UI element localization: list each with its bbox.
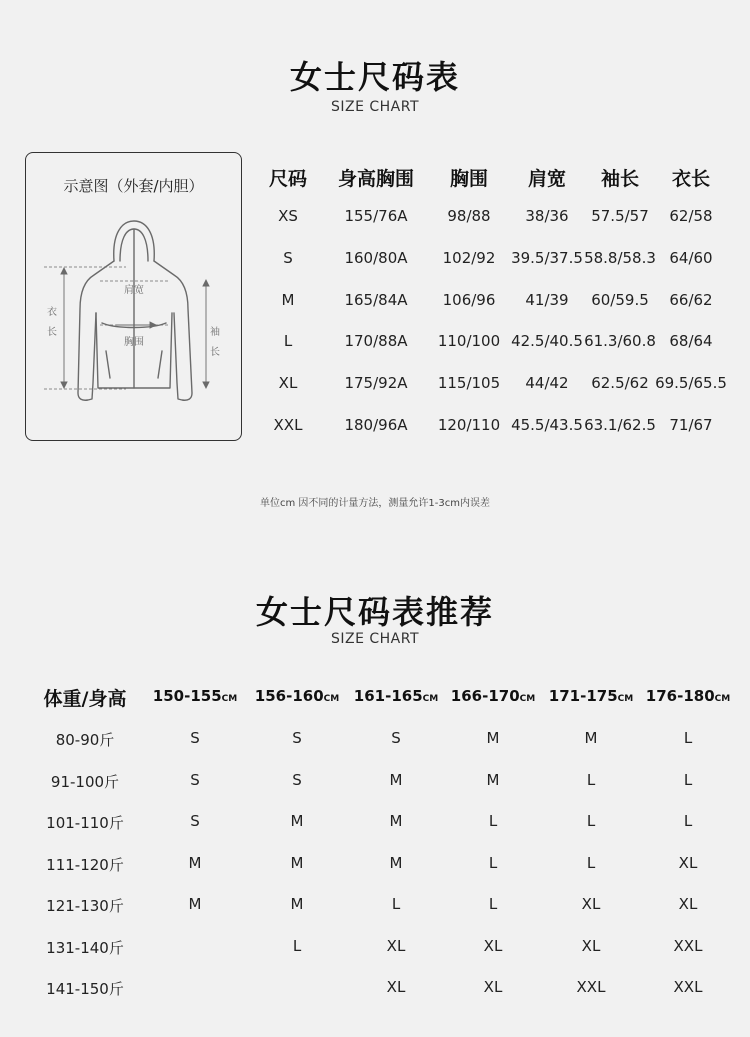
table-cell: 170/88A (344, 332, 408, 351)
size-cell: XXL (673, 936, 703, 955)
height-unit: CM (221, 694, 238, 704)
size-cell: S (190, 812, 200, 830)
table-cell: 58.8/58.3 (584, 248, 656, 267)
height-range: 161-165 (353, 687, 423, 705)
height-range: 156-160 (254, 687, 324, 705)
length-label: 衣长 (47, 307, 57, 338)
size-chart-title: 女士尺码表 (289, 58, 460, 96)
size-cell: XL (581, 895, 601, 913)
size-cell: L (391, 895, 401, 913)
size-cell: XL (483, 978, 503, 996)
table-cell: 41/39 (525, 290, 569, 309)
table-cell: 66/62 (669, 290, 713, 309)
height-unit: CM (422, 694, 439, 704)
weight-label: 80-90斤 (55, 731, 115, 749)
height-header (145, 687, 245, 705)
table-cell: 120/110 (437, 416, 501, 434)
table-cell: L (283, 332, 293, 351)
size-cell: M (389, 853, 403, 872)
table-cell: 115/105 (437, 374, 501, 393)
table-cell: 106/96 (442, 290, 496, 309)
weight-label: 111-120斤 (46, 855, 124, 874)
table-header: 衣长 (671, 168, 710, 190)
table-header: 身高胸围 (337, 168, 414, 190)
size-chart-subtitle: SIZE CHART (330, 99, 420, 115)
size-measurement-table (0, 0, 750, 460)
size-cell: L (292, 936, 302, 955)
height-header (443, 687, 543, 705)
size-cell: XL (386, 936, 406, 955)
table-cell: XXL (273, 416, 303, 434)
height-unit: CM (617, 694, 634, 704)
table-header: 肩宽 (527, 168, 566, 190)
size-cell: M (486, 729, 500, 747)
size-cell: M (389, 812, 403, 830)
sleeve-label: 袖长 (210, 327, 220, 358)
size-cell: L (683, 729, 693, 747)
table-cell: 68/64 (669, 332, 713, 351)
size-cell: XL (581, 936, 601, 955)
size-cell: XL (678, 895, 698, 913)
table-cell: 60/59.5 (591, 290, 649, 309)
table-cell: 64/60 (669, 248, 713, 267)
weight-label: 91-100斤 (50, 772, 120, 791)
size-cell: S (190, 729, 200, 747)
table-header: 胸围 (449, 168, 488, 190)
size-cell: M (188, 895, 202, 913)
size-cell: S (292, 770, 302, 789)
table-cell: S (283, 248, 293, 267)
height-unit: CM (714, 694, 731, 704)
weight-label: 141-150斤 (46, 980, 124, 998)
weight-label: 131-140斤 (46, 938, 124, 957)
table-cell: 175/92A (344, 374, 408, 393)
recommend-chart-title: 女士尺码表推荐 (255, 593, 494, 631)
size-cell: L (683, 770, 693, 789)
size-cell: M (584, 729, 598, 747)
table-cell: 69.5/65.5 (655, 374, 727, 393)
size-cell: L (488, 812, 498, 830)
size-cell: XL (386, 978, 406, 996)
diagram-label: 示意图（外套/内胆） (63, 177, 204, 195)
height-range: 150-155 (152, 687, 222, 705)
table-cell: 160/80A (344, 248, 408, 267)
table-cell: 45.5/43.5 (511, 416, 583, 434)
height-range: 176-180 (645, 687, 715, 705)
table-cell: 110/100 (437, 332, 501, 351)
size-cell: XXL (673, 978, 703, 996)
table-cell: 62/58 (669, 207, 713, 225)
table-cell: 57.5/57 (591, 207, 649, 225)
measurement-note: 单位cm 因不同的计量方法，测量允许1-3cm内误差 (260, 498, 490, 509)
height-header (638, 687, 738, 705)
size-cell: XL (678, 853, 698, 872)
table-cell: 155/76A (344, 207, 408, 225)
table-cell: 61.3/60.8 (584, 332, 656, 351)
table-cell: 98/88 (447, 207, 491, 225)
height-header (541, 687, 641, 705)
size-cell: M (188, 853, 202, 872)
height-header (247, 687, 347, 705)
size-cell: S (190, 770, 200, 789)
table-cell: 71/67 (669, 416, 713, 434)
size-cell: L (488, 853, 498, 872)
table-cell: 62.5/62 (591, 374, 649, 393)
table-cell: 39.5/37.5 (511, 248, 583, 267)
height-unit: CM (519, 694, 536, 704)
shoulder-width-label: 肩宽 (124, 285, 144, 296)
size-cell: L (586, 812, 596, 830)
size-cell: S (391, 729, 401, 747)
size-cell: M (389, 770, 403, 789)
weight-label: 121-130斤 (46, 897, 124, 915)
size-cell: L (586, 770, 596, 789)
table-cell: 63.1/62.5 (584, 416, 656, 434)
weight-label: 101-110斤 (46, 814, 124, 832)
table-cell: 42.5/40.5 (511, 332, 583, 351)
size-cell: L (683, 812, 693, 830)
height-range: 171-175 (548, 687, 618, 705)
table-cell: 165/84A (344, 290, 408, 309)
recommend-chart-subtitle: SIZE CHART (330, 631, 420, 647)
chest-label: 胸围 (124, 337, 144, 348)
size-cell: XXL (576, 978, 606, 996)
size-cell: L (586, 853, 596, 872)
size-cell: L (488, 895, 498, 913)
height-header (346, 687, 446, 705)
height-unit: CM (323, 694, 340, 704)
size-cell: XL (483, 936, 503, 955)
table-cell: XS (278, 207, 298, 225)
table-cell: 102/92 (442, 248, 496, 267)
table-cell: M (281, 290, 295, 309)
size-cell: M (290, 812, 304, 830)
size-cell: M (486, 770, 500, 789)
table-header: 袖长 (600, 168, 639, 190)
table-cell: 180/96A (344, 416, 408, 434)
height-range: 166-170 (450, 687, 520, 705)
size-cell: M (290, 895, 304, 913)
corner-label: 体重/身高 (43, 688, 127, 710)
table-cell: XL (278, 374, 298, 393)
size-cell: S (292, 729, 302, 747)
size-cell: M (290, 853, 304, 872)
table-header: 尺码 (268, 168, 307, 190)
table-cell: 44/42 (525, 374, 569, 393)
table-cell: 38/36 (525, 207, 569, 225)
